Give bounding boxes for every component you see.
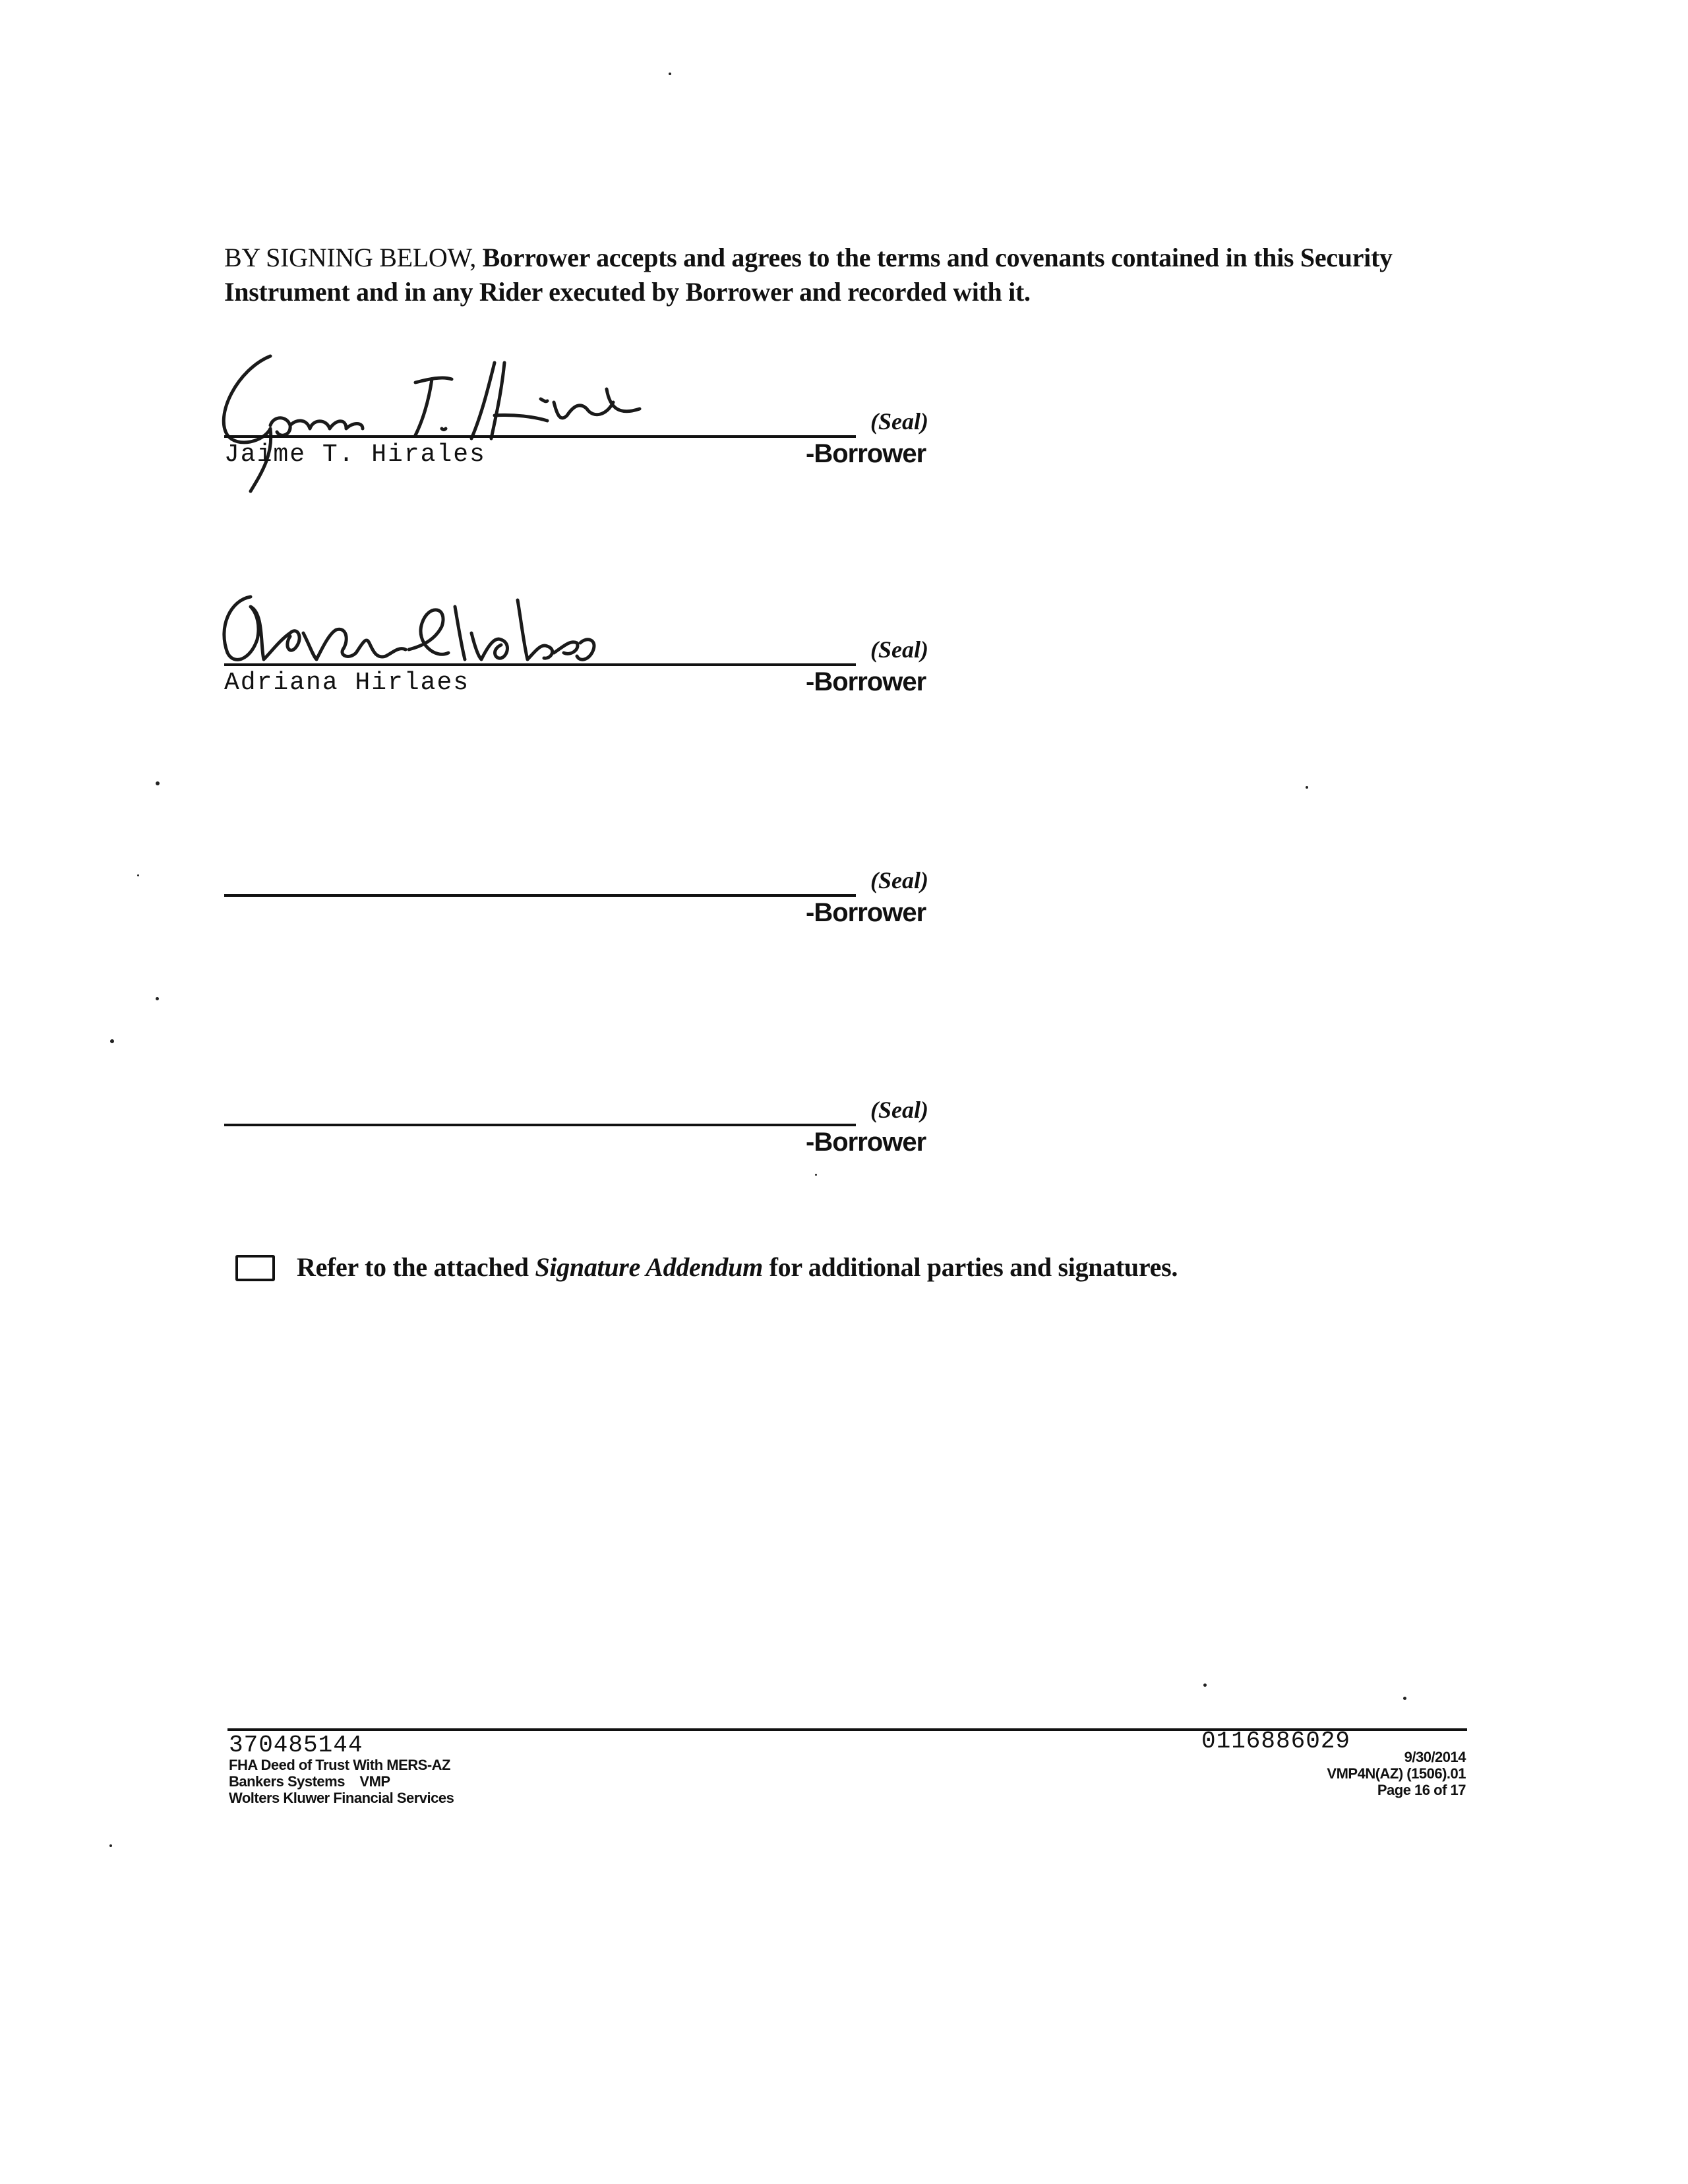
- addendum-suffix: for additional parties and signatures.: [769, 1252, 1178, 1282]
- borrower-2-signature: [211, 574, 686, 673]
- borrower-4-role: -Borrower: [806, 1128, 926, 1157]
- scan-speck: [156, 781, 160, 785]
- scan-speck: [110, 1039, 114, 1043]
- addendum-prefix: Refer to the attached: [297, 1252, 529, 1282]
- form-date: 9/30/2014: [1404, 1749, 1466, 1765]
- borrower-2-role: -Borrower: [806, 667, 926, 696]
- scan-speck: [109, 1844, 112, 1847]
- borrower-2-signature-line: [224, 663, 856, 666]
- scan-speck: [815, 1174, 817, 1176]
- borrower-1-role: -Borrower: [806, 439, 926, 468]
- addendum-italic: Signature Addendum: [535, 1252, 763, 1282]
- scan-speck: [137, 874, 139, 876]
- borrower-1-signature-line: [224, 435, 856, 438]
- scan-speck: [1306, 786, 1308, 789]
- min-number: 0116886029: [1201, 1728, 1351, 1755]
- scan-speck: [1203, 1684, 1207, 1687]
- scan-speck: [669, 73, 671, 75]
- signing-statement: [224, 241, 1464, 309]
- borrower-1-seal-label: (Seal): [870, 408, 928, 435]
- signing-statement-text: Borrower accepts and agrees to the terms and covenants contained in this Security Instrument and in any Rider executed by Borrower and recorded with it.: [224, 243, 1393, 307]
- signing-statement-lead: BY SIGNING BELOW,: [224, 243, 476, 272]
- page-number: Page 16 of 17: [1377, 1782, 1466, 1798]
- footer-form-info: [229, 1757, 454, 1806]
- borrower-3-signature-line: [224, 894, 856, 897]
- borrower-3-seal-label: (Seal): [870, 867, 928, 894]
- footer-form-meta: [1327, 1749, 1466, 1798]
- borrower-1-signature: [211, 343, 686, 501]
- borrower-2-name: Adriana Hirlaes: [224, 669, 470, 697]
- vendor-line: Bankers Systems VMP: [229, 1773, 390, 1790]
- loan-number: 370485144: [229, 1732, 363, 1759]
- borrower-4-seal-label: (Seal): [870, 1097, 928, 1123]
- scan-speck: [1403, 1697, 1406, 1700]
- form-code: VMP4N(AZ) (1506).01: [1327, 1765, 1466, 1782]
- signature-addendum-note: [297, 1252, 1178, 1283]
- scan-speck: [156, 997, 159, 1000]
- borrower-3-role: -Borrower: [806, 898, 926, 927]
- borrower-1-name: Jaime T. Hirales: [224, 440, 486, 469]
- borrower-2-seal-label: (Seal): [870, 636, 928, 663]
- signature-addendum-checkbox[interactable]: [235, 1255, 275, 1281]
- company-name: Wolters Kluwer Financial Services: [229, 1790, 454, 1806]
- form-name: FHA Deed of Trust With MERS-AZ: [229, 1757, 450, 1773]
- borrower-4-signature-line: [224, 1124, 856, 1126]
